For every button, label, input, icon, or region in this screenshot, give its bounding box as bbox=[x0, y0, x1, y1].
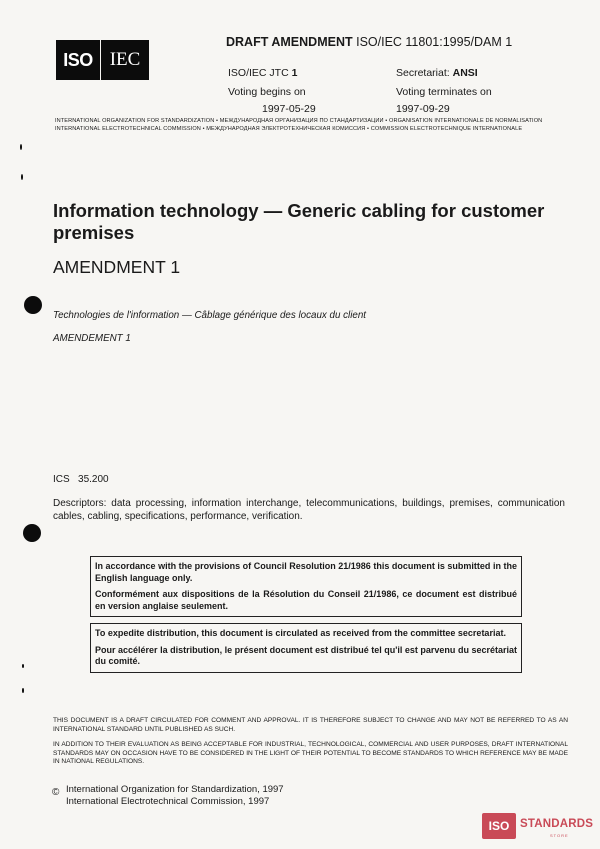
document-title: Information technology — Generic cabling for customer premises bbox=[53, 200, 545, 243]
scan-mark bbox=[22, 664, 24, 668]
descriptors: Descriptors: data processing, information interchange, telecommunications, buildings, premises, communication cables, cabling, specifications, performance, verification. bbox=[53, 498, 565, 522]
ics-label: ICS bbox=[53, 474, 70, 485]
evaluation-notice: IN ADDITION TO THEIR EVALUATION AS BEING ACCEPTABLE FOR INDUSTRIAL, TECHNOLOGICAL, COMMERCIAL AND USER PURPOSES, DRAFT INTERNATIONAL STANDARDS MAY ON OCCASION HAVE TO BE CONSIDERED IN THE LIGHT OF THEIR POTENTIAL TO BECOME STANDARDS TO WHICH REFERENCE MAY BE MADE IN NATIONAL REGULATIONS. bbox=[53, 741, 568, 765]
copyright-iec: International Electrotechnical Commission, 1997 bbox=[66, 796, 270, 807]
org-line-iso: INTERNATIONAL ORGANIZATION FOR STANDARDIZATION • МЕЖДУНАРОДНАЯ ОРГАНИЗАЦИЯ ПО СТАНДАРТИЗАЦИИ • ORGANISATION INTERNATIONALE DE NORMALISATION bbox=[55, 118, 543, 124]
store-iso-badge: ISO bbox=[482, 813, 516, 839]
draft-label: DRAFT AMENDMENT bbox=[226, 35, 353, 49]
copyright-iso: International Organization for Standardization, 1997 bbox=[66, 784, 284, 795]
voting-begins-date: 1997-05-29 bbox=[262, 103, 316, 115]
amendment-heading: AMENDMENT 1 bbox=[53, 257, 181, 277]
secretariat-label: Secretariat: bbox=[396, 67, 450, 79]
org-line-iec: INTERNATIONAL ELECTROTECHNICAL COMMISSION • МЕЖДУНАРОДНАЯ ЭЛЕКТРОТЕХНИЧЕСКАЯ КОМИССИЯ • COMMISSION ELECTROTECHNIQUE INTERNATIONALE bbox=[55, 126, 523, 132]
standards-store-watermark bbox=[482, 813, 594, 843]
punch-hole bbox=[24, 296, 42, 314]
committee-prefix: ISO/IEC JTC bbox=[228, 67, 289, 79]
ics-value: 35.200 bbox=[78, 474, 109, 485]
punch-hole bbox=[23, 524, 41, 542]
french-amendment: AMENDEMENT 1 bbox=[53, 333, 131, 344]
distribution-notice-box bbox=[90, 623, 522, 673]
scan-mark bbox=[22, 688, 24, 693]
document-header-title bbox=[226, 35, 512, 49]
secretariat-value: ANSI bbox=[452, 67, 478, 79]
distribution-notice-fr: Pour accélérer la distribution, le présent document est distribué tel qu'il est parvenu du secrétariat du comité. bbox=[95, 644, 517, 666]
iso-logo: ISO bbox=[56, 40, 100, 80]
scan-mark bbox=[20, 144, 22, 150]
distribution-notice-en: To expedite distribution, this document is circulated as received from the committee secretariat. bbox=[95, 628, 506, 638]
draft-notice: THIS DOCUMENT IS A DRAFT CIRCULATED FOR COMMENT AND APPROVAL. IT IS THEREFORE SUBJECT TO CHANGE AND MAY NOT BE REFERRED TO AS AN INTERNATIONAL STANDARD UNTIL PUBLISHED AS SUCH. bbox=[53, 717, 568, 733]
iec-logo: IEC bbox=[101, 40, 149, 80]
secretariat bbox=[396, 67, 478, 79]
copyright-icon: © bbox=[52, 787, 60, 798]
voting-terminates-date: 1997-09-29 bbox=[396, 103, 450, 115]
document-id: ISO/IEC 11801:1995/DAM 1 bbox=[356, 35, 513, 49]
french-title: Technologies de l'information — Câblage générique des locaux du client bbox=[53, 310, 367, 321]
language-notice-fr: Conformément aux dispositions de la Résolution du Conseil 21/1986, ce document est distribué en version anglaise seulement. bbox=[95, 589, 517, 611]
committee bbox=[228, 67, 297, 79]
voting-terminates-label: Voting terminates on bbox=[396, 86, 492, 98]
ics-code bbox=[53, 474, 109, 485]
language-notice-box bbox=[90, 556, 522, 617]
store-text: STANDARDS bbox=[520, 818, 594, 830]
store-subtext: STORE bbox=[550, 833, 569, 838]
committee-number: 1 bbox=[291, 67, 298, 79]
voting-begins-label: Voting begins on bbox=[228, 86, 306, 98]
language-notice-en: In accordance with the provisions of Council Resolution 21/1986 this document is submitted in the English language only. bbox=[95, 561, 517, 583]
scan-mark bbox=[21, 174, 23, 180]
